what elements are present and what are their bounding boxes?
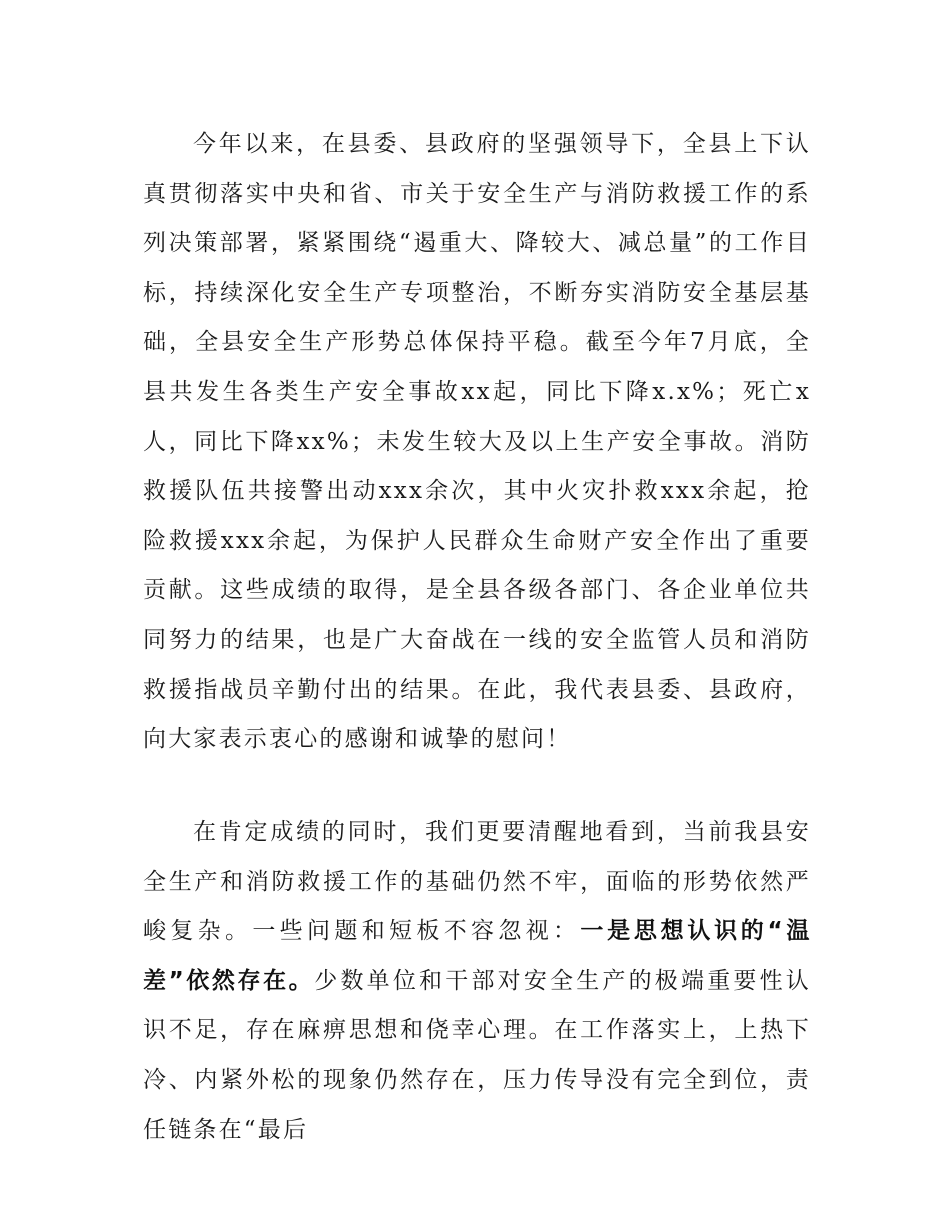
paragraph-text: 今年以来，在县委、县政府的坚强领导下，全县上下认真贯彻落实中央和省、市关于安全生产与消防救援工作的系列决策部署，紧紧围绕“遏重大、降较大、减总量”的工作目标，持续深化安全生产专项整治，不断夯实消防安全基层基础，全县安全生产形势总体保持平稳。截至今年7月底，全县共发生各类生产安全事故xx起，同比下降x.x%；死亡x人，同比下降xx%；未发生较大及以上生产安全事故。消防救援队伍共接警出动xxx余次，其中火灾扑救xxx余起，抢险救援xxx余起，为保护人民群众生命财产安全作出了重要贡献。这些成绩的取得，是全县各级各部门、各企业单位共同努力的结果，也是广大奋战在一线的安全监管人员和消防救援指战员辛勤付出的结果。在此，我代表县委、县政府，向大家表示衷心的感谢和诚挚的慰问！	[143, 131, 811, 753]
paragraph-achievements	[143, 120, 811, 765]
paragraph-text	[143, 808, 811, 1155]
paragraph-problems	[143, 808, 811, 1155]
paragraph-text-continued: 少数单位和干部对安全生产的极端重要性认识不足，存在麻痹思想和侥幸心理。在工作落实上，上热下冷、内紧外松的现象仍然存在，压力传导没有完全到位，责任链条在“最后	[143, 967, 811, 1143]
paragraph-text-lead: 在肯定成绩的同时，我们更要清醒地看到，当前我县安全生产和消防救援工作的基础仍然不牢，面临的形势依然严峻复杂。一些问题和短板不容忽视：	[143, 819, 811, 945]
bold-heading-point-one: 一是思想认识的“温差”依然存在。	[143, 918, 811, 994]
